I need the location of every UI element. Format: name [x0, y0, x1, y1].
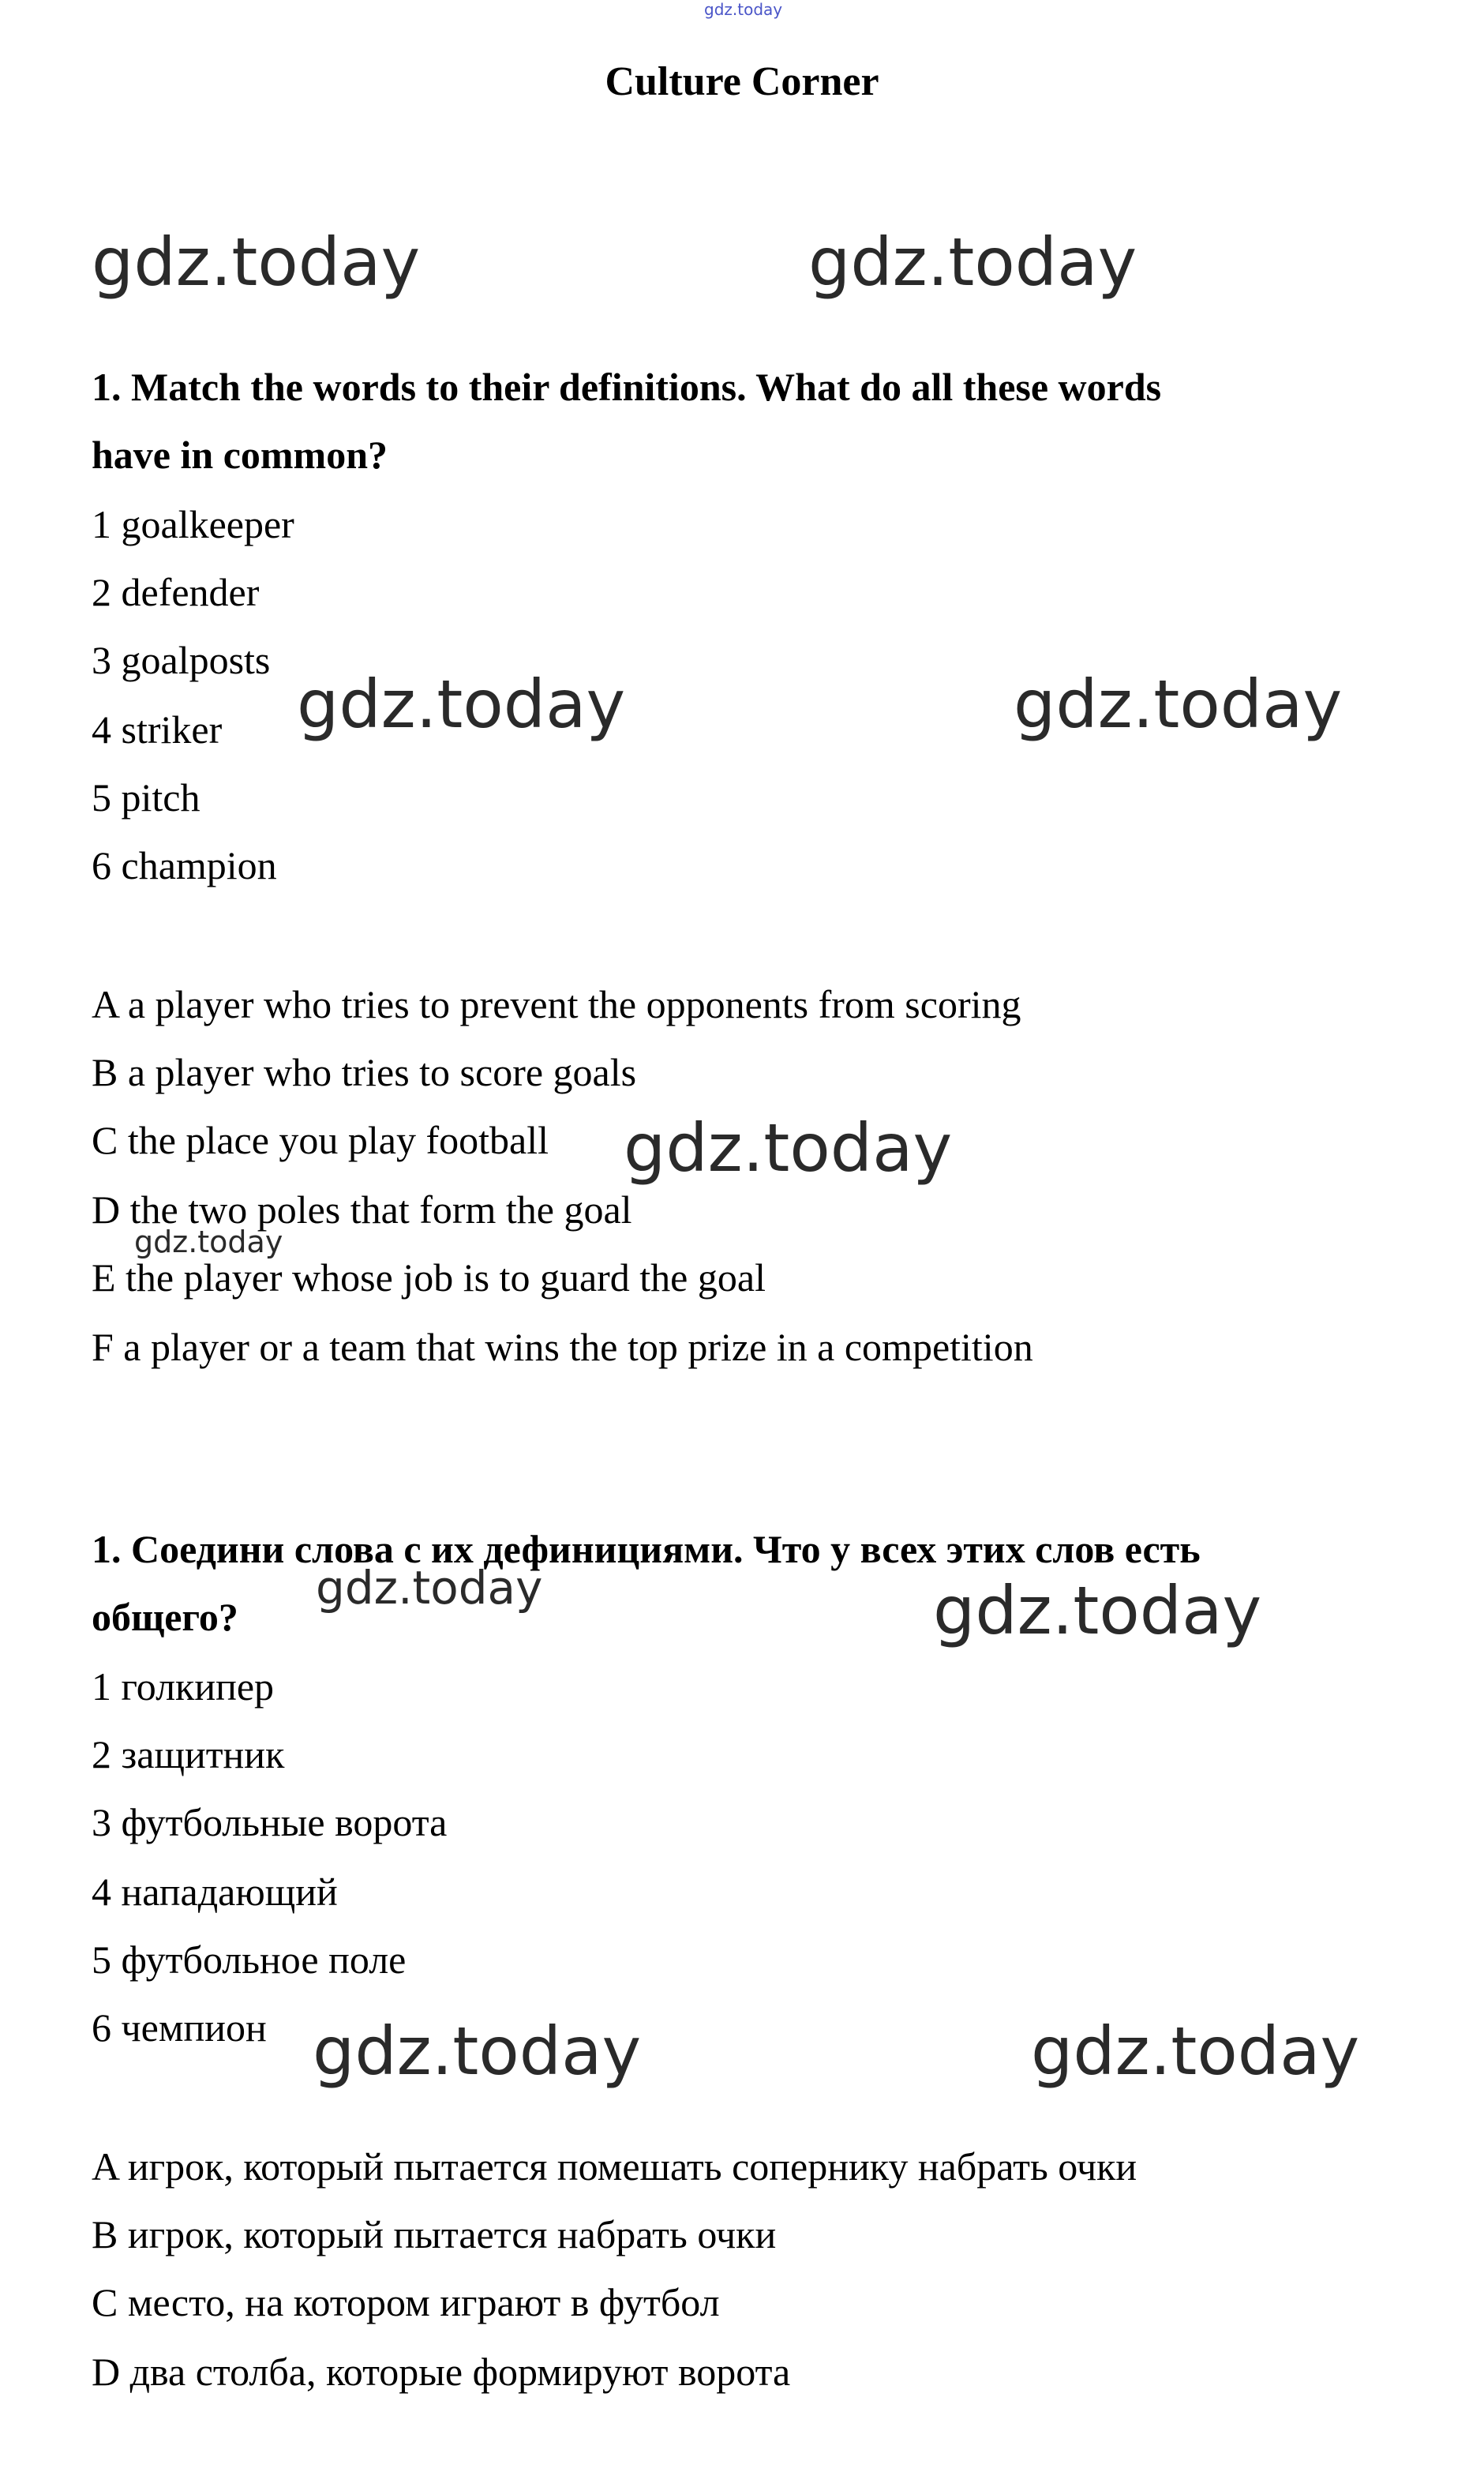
task-heading-en-line2: have in common?: [92, 433, 388, 477]
word-item: 2 защитник: [92, 1732, 285, 1776]
watermark: gdz.today: [624, 1109, 953, 1187]
definition-item: B игрок, который пытается набрать очки: [92, 2212, 777, 2256]
definition-item: A игрок, который пытается помешать сопернику набрать очки: [92, 2144, 1137, 2189]
word-item: 3 goalposts: [92, 638, 271, 682]
word-item: 4 striker: [92, 707, 223, 752]
definition-item: F a player or a team that wins the top prize in a competition: [92, 1325, 1033, 1369]
watermark: gdz.today: [134, 1225, 283, 1259]
task-heading-en-line1: 1. Match the words to their definitions. What do all these words: [92, 365, 1162, 409]
watermark: gdz.today: [297, 666, 626, 743]
word-item: 6 champion: [92, 843, 277, 887]
definition-item: B a player who tries to score goals: [92, 1050, 637, 1094]
word-item: 5 pitch: [92, 775, 200, 820]
word-item: 3 футбольные ворота: [92, 1800, 448, 1844]
task-heading-ru-line2: общего?: [92, 1595, 238, 1639]
watermark: gdz.today: [313, 2012, 642, 2090]
definition-item: C место, на котором играют в футбол: [92, 2280, 720, 2324]
watermark: gdz.today: [808, 223, 1137, 301]
word-item: 1 goalkeeper: [92, 502, 294, 546]
task-heading-ru-line1: 1. Соедини слова с их дефинициями. Что у всех этих слов есть: [92, 1527, 1201, 1571]
definition-item: D the two poles that form the goal: [92, 1187, 632, 1232]
definition-item: C the place you play football: [92, 1118, 549, 1162]
word-item: 5 футбольное поле: [92, 1937, 407, 1982]
watermark: gdz.today: [1014, 666, 1343, 743]
watermark: gdz.today: [316, 1561, 543, 1615]
watermark: gdz.today: [92, 223, 421, 301]
word-item: 1 голкипер: [92, 1664, 275, 1709]
word-item: 2 defender: [92, 570, 260, 614]
watermark: gdz.today: [933, 1572, 1262, 1649]
definition-item: D два столба, которые формируют ворота: [92, 2350, 791, 2394]
header-watermark: gdz.today: [704, 0, 783, 19]
definition-item: A a player who tries to prevent the opponents from scoring: [92, 982, 1021, 1026]
word-item: 4 нападающий: [92, 1870, 338, 1914]
page-title: Culture Corner: [605, 59, 879, 104]
word-item: 6 чемпион: [92, 2005, 267, 2050]
watermark: gdz.today: [1031, 2012, 1360, 2090]
definition-item: E the player whose job is to guard the goal: [92, 1255, 766, 1300]
